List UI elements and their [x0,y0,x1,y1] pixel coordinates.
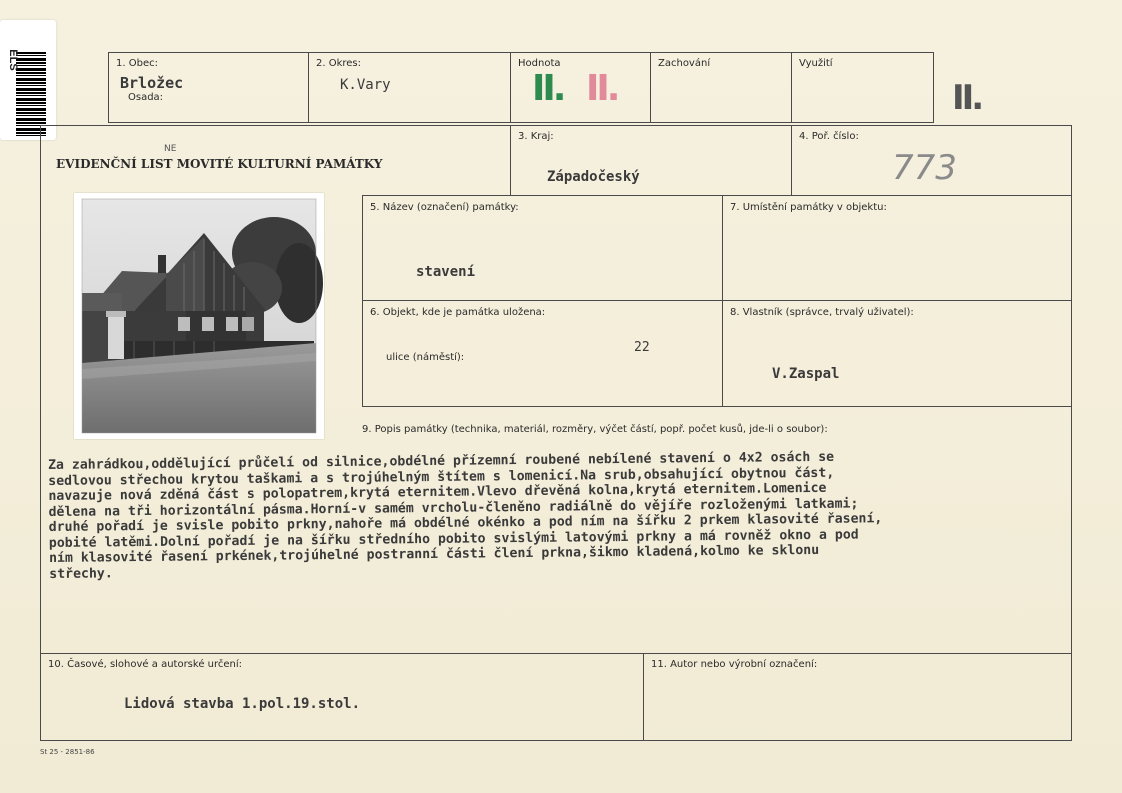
zachovani-label: Zachování [658,58,711,69]
grid-line [722,195,723,407]
kraj-value: Západočeský [547,169,640,185]
obec-value: Brložec [120,74,184,92]
title-correction: NE [164,144,177,154]
grid-line [510,52,511,123]
grid-line [40,653,1072,654]
grid-line [933,52,934,123]
sticker-label: ELS [7,49,19,71]
barcode-sticker [0,20,56,140]
grid-line [108,52,109,123]
vlastnik-value: V.Zaspal [772,366,840,382]
popis-text: Za zahrádkou,oddělující průčelí od silnice,obdélné přízemní roubené nebílené stavení o 4x2 osách se sedlovou střechou krytou taškami a s trojúhelným štítem s lomenicí.Na srub,obsahující obytnou část, navazuje nová zděná část s polopatrem,krytá eternitem.Vlevo dřevěná kolna,krytá eternitem.Lomenice dělena na tři horizontální pásma.Horní-v samém vrcholu-členěno radiálně do vějíře rozloženými latkami; druhé pořadí je svisle pobito prkny,nahoře má obdélné okénko a pod ním na šířku 2 prkem klasovité řasení, pobité latěmi.Dolní pořadí je na šířku středního pobito svislými latovými prkny a má rovněž okno a pod ním klasovité řasení prkének,trojúhelné postranní části člení prkna,šikmo kladená,kolmo ke sklonu střechy. [48,449,883,582]
grid-line [643,653,644,741]
house-photo-image [74,193,324,439]
grid-line [40,125,1072,126]
grid-line [362,195,363,407]
nazev-label: 5. Název (označení) památky: [370,202,519,213]
grid-line [1071,125,1072,741]
obec-label: 1. Obec: [116,58,158,69]
house-photo [74,193,324,439]
okres-value: K.Vary [340,77,391,93]
hodnota-red-mark: II. [586,68,618,109]
grid-line [362,195,1072,196]
grid-line [650,52,651,123]
grid-line [40,125,41,741]
grid-line [108,122,934,123]
grid-line [791,125,792,196]
grid-line [362,406,1072,407]
grid-line [362,300,1072,301]
form-title: EVIDENČNÍ LIST MOVITÉ KULTURNÍ PAMÁTKY [56,157,383,171]
hodnota-label: Hodnota [518,58,561,69]
por-cislo-value: 773 [892,148,957,188]
grid-line [40,740,1072,741]
okres-label: 2. Okres: [316,58,362,69]
kraj-label: 3. Kraj: [518,131,554,142]
side-mark: II. [952,78,982,118]
nazev-value: stavení [416,264,476,280]
vlastnik-label: 8. Vlastník (správce, trvalý uživatel): [730,307,914,318]
autor-label: 11. Autor nebo výrobní označení: [651,659,818,670]
popis-label: 9. Popis památky (technika, materiál, rozměry, výčet částí, popř. počet kusů, jde-li o soubor): [362,424,828,435]
por-cislo-label: 4. Poř. číslo: [799,131,859,142]
vyuziti-label: Využití [799,58,833,69]
grid-line [510,125,511,196]
objekt-number: 22 [634,340,650,355]
ulice-label: ulice (náměstí): [386,352,465,363]
umisteni-label: 7. Umístění památky v objektu: [730,202,887,213]
footer-code: St 25 - 2851-86 [40,748,95,756]
hodnota-green-mark: II. [532,68,564,109]
grid-line [308,52,309,123]
casove-value: Lidová stavba 1.pol.19.stol. [124,696,361,712]
objekt-label: 6. Objekt, kde je památka uložena: [370,307,546,318]
grid-line [791,52,792,123]
grid-line [108,52,934,53]
osada-label: Osada: [128,92,164,103]
casove-label: 10. Časové, slohové a autorské určení: [48,659,243,670]
